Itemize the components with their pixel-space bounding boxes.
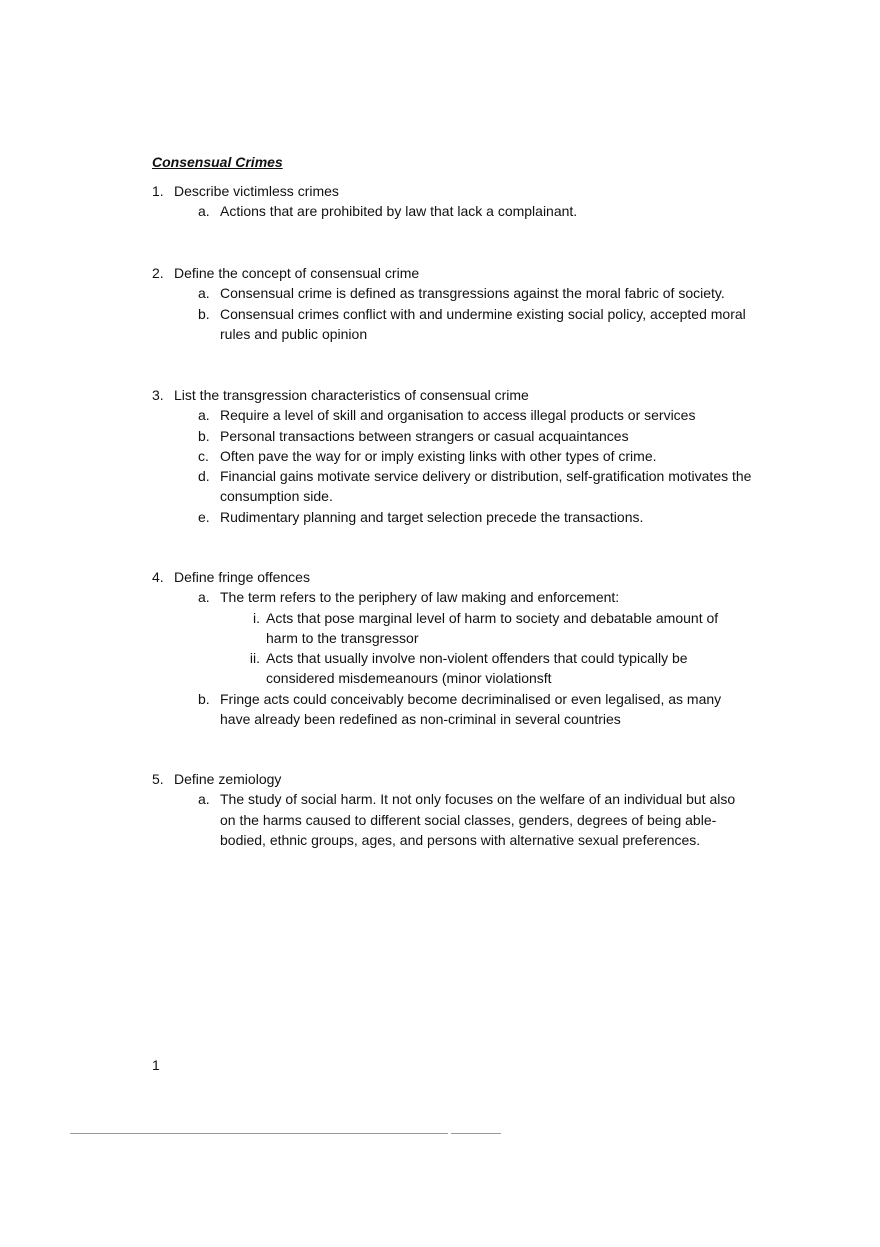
answer-text: Require a level of skill and organisation to access illegal products or services xyxy=(220,407,696,424)
answer-subitem-text: Acts that pose marginal level of harm to society and debatable amount of harm to the transgressor xyxy=(266,609,719,646)
answer-marker: e. xyxy=(198,508,210,525)
question-text: Describe victimless crimes xyxy=(174,183,339,199)
answer-marker: a. xyxy=(198,203,210,220)
answer-text: Rudimentary planning and target selection precede the transactions. xyxy=(220,508,644,525)
answer-text: Financial gains motivate service delivery or distribution, self-gratification motivates the consumption side. xyxy=(220,468,752,505)
answer-text: The study of social harm. It not only focuses on the welfare of an individual but also on the harms caused to different social classes, genders, degrees of being able-bodied, ethnic groups, ages, and persons with alternative sexual preferences. xyxy=(220,791,736,848)
question-text: List the transgression characteristics of consensual crime xyxy=(174,387,529,403)
question-number: 1. xyxy=(152,183,164,199)
answer-subitem xyxy=(152,648,752,689)
question-line xyxy=(152,263,752,283)
answer-item xyxy=(152,689,752,730)
answer-item xyxy=(152,201,752,221)
answer-text: Actions that are prohibited by law that lack a complainant. xyxy=(220,203,578,220)
answer-marker: b. xyxy=(198,690,210,707)
answer-item xyxy=(152,789,752,850)
answer-item xyxy=(152,304,752,345)
answer-marker: d. xyxy=(198,468,210,485)
answer-item xyxy=(152,426,752,446)
answer-marker: a. xyxy=(198,589,210,606)
answer-text: Consensual crime is defined as transgressions against the moral fabric of society. xyxy=(220,285,725,302)
footer-divider xyxy=(70,1133,448,1134)
answer-subitem xyxy=(152,608,752,649)
question-3 xyxy=(152,385,752,527)
question-number: 3. xyxy=(152,387,164,403)
answer-marker: a. xyxy=(198,285,210,302)
answer-item xyxy=(152,283,752,303)
question-text: Define the concept of consensual crime xyxy=(174,265,420,281)
answer-item xyxy=(152,446,752,466)
answer-marker: c. xyxy=(198,447,209,464)
answer-marker: a. xyxy=(198,407,210,424)
question-number: 5. xyxy=(152,771,164,787)
question-line xyxy=(152,181,752,201)
question-line xyxy=(152,567,752,587)
answer-subitem-marker: i. xyxy=(253,609,260,626)
question-text: Define fringe offences xyxy=(174,569,310,585)
answer-subitem-marker: ii. xyxy=(249,650,260,667)
answer-item xyxy=(152,587,752,607)
answer-text: Personal transactions between strangers or casual acquaintances xyxy=(220,427,629,444)
answer-item xyxy=(152,466,752,507)
question-text: Define zemiology xyxy=(174,771,282,787)
question-number: 2. xyxy=(152,265,164,281)
answer-subitem-text: Acts that usually involve non-violent offenders that could typically be considered misdemeanours (minor violationsft xyxy=(266,650,688,687)
answer-text: Fringe acts could conceivably become decriminalised or even legalised, as many have already been redefined as non-criminal in several countries xyxy=(220,690,722,728)
question-5 xyxy=(152,769,752,850)
answer-item xyxy=(152,507,752,527)
question-line xyxy=(152,769,752,789)
document-title: Consensual Crimes xyxy=(152,154,283,170)
answer-marker: b. xyxy=(198,305,210,322)
question-line xyxy=(152,385,752,405)
question-number: 4. xyxy=(152,569,164,585)
question-2 xyxy=(152,263,752,344)
answer-marker: a. xyxy=(198,791,210,808)
question-1 xyxy=(152,181,752,222)
footer-divider-short xyxy=(451,1133,501,1134)
page-number: 1 xyxy=(152,1057,160,1073)
answer-text: The term refers to the periphery of law making and enforcement: xyxy=(220,589,620,606)
answer-item xyxy=(152,405,752,425)
question-4 xyxy=(152,567,752,729)
answer-text: Consensual crimes conflict with and undermine existing social policy, accepted moral rules and public opinion xyxy=(220,305,746,342)
answer-marker: b. xyxy=(198,427,210,444)
answer-text: Often pave the way for or imply existing links with other types of crime. xyxy=(220,447,657,464)
